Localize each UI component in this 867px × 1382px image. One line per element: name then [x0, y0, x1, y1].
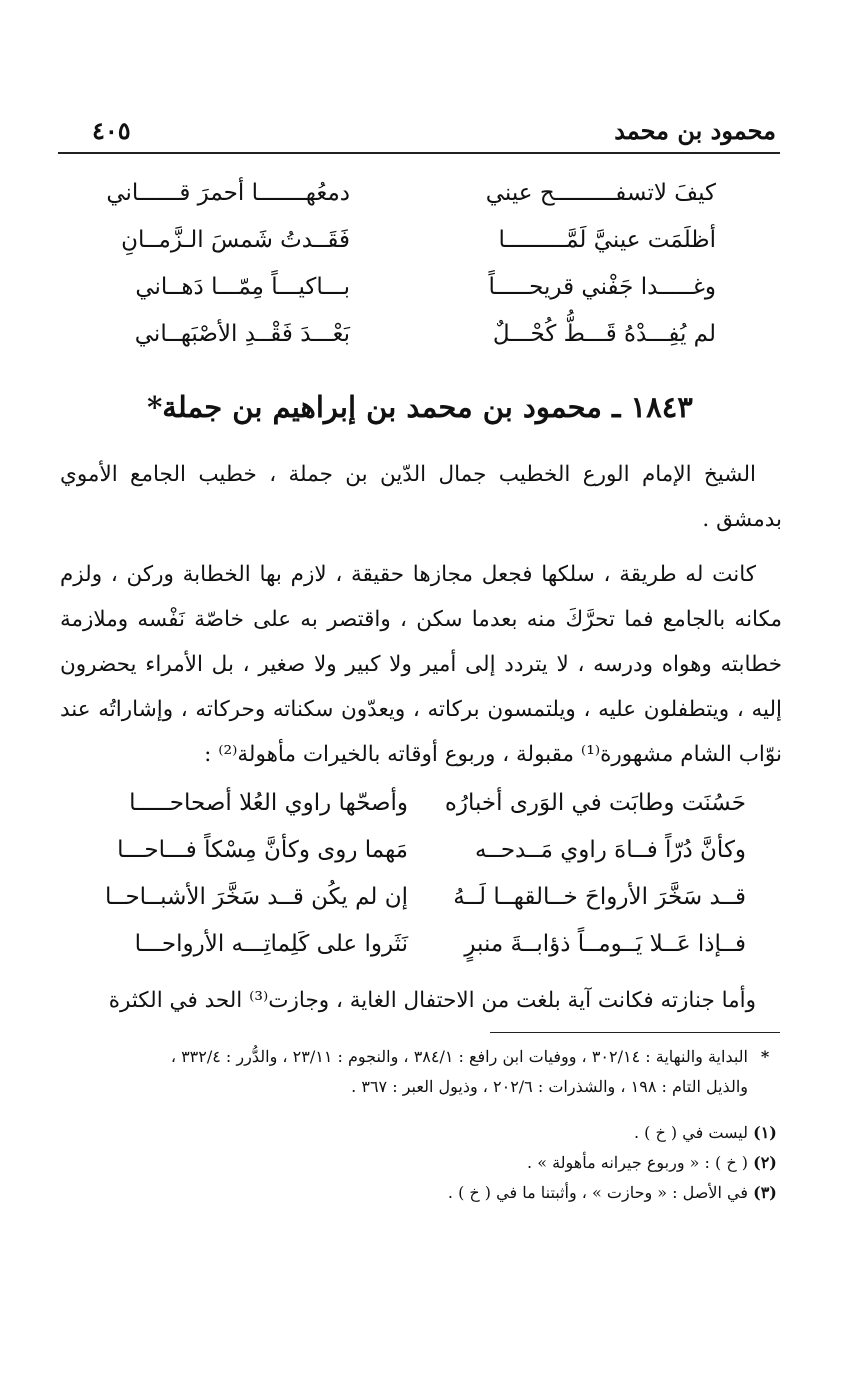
footnote-3 [60, 1178, 782, 1208]
page-number: ٤٠٥ [92, 116, 131, 145]
hemistich-right: وغـــــدا جَفْني قريحـــــاً [488, 274, 716, 300]
running-header [58, 112, 780, 154]
footnote-marker: (٢) [753, 1153, 777, 1172]
footnote-marker: (١) [753, 1123, 777, 1142]
hemistich-left: بـــاكيـــاً مِمّـــا دَهــاني [135, 274, 350, 300]
hemistich-left: بَعْـــدَ فَقْــدِ الأصْبَهــاني [134, 321, 350, 347]
hemistich-right: حَسُنَت وطابَت في الوَرى أخبارُه [444, 790, 746, 816]
poem-line [60, 884, 780, 931]
hemistich-left: مَهما روى وكأنَّ مِسْكاً فـــاحـــا [117, 837, 408, 863]
poem-line [60, 931, 780, 978]
hemistich-right: لم يُفِـــدْهُ قَـــطُّ كُحْـــلٌ [492, 321, 716, 347]
hemistich-right: أظلَمَت عينيَّ لَمَّـــــــــا [498, 227, 716, 253]
hemistich-right: كيفَ لاتسفـــــــــح عيني [485, 180, 716, 206]
footnote-text: ليست في ( خ ) . [634, 1123, 748, 1142]
footnote-marker: * [760, 1047, 770, 1066]
footnote-2 [60, 1148, 782, 1178]
poem-line [60, 837, 780, 884]
footnote-1 [60, 1118, 782, 1148]
hemistich-right: فــإذا عَــلا يَــومــاً ذؤابــةَ منبرٍ [464, 931, 746, 957]
footnote-text: في الأصل : « وحازت » ، وأثبتنا ما في ( خ ) . [447, 1183, 748, 1202]
poem-line [60, 180, 780, 227]
hemistich-left: فَقَــدتُ شَمسَ الـزَّمــانِ [121, 227, 350, 253]
hemistich-left: نَثَروا على كَلِماتِـــه الأرواحـــا [134, 931, 408, 957]
hemistich-right: وكأنَّ دُرّاً فــاهَ راوي مَــدحــه [475, 837, 746, 863]
paragraph-funeral: وأما جنازته فكانت آية بلغت من الاحتفال الغاية ، وجازت⁽³⁾ الحد في الكثرة [108, 988, 756, 1013]
header-title: محمود بن محمد [614, 116, 776, 145]
hemistich-left: إن لم يكُن قــد سَخَّرَ الأشبــاحــا [104, 884, 408, 910]
hemistich-right: قــد سَخَّرَ الأرواحَ خــالقهــا لَــهُ [453, 884, 746, 910]
footnote-text: ( خ ) : « وربوع جيرانه مأهولة » . [527, 1153, 748, 1172]
footnote-marker: (٣) [753, 1183, 777, 1202]
paragraph-intro: الشيخ الإمام الورع الخطيب جمال الدّين بن جملة ، خطيب الجامع الأموي بدمشق . [60, 462, 782, 532]
footnote-text-continued: والذيل التام : ١٩٨ ، والشذرات : ٢٠٢/٦ ، وذيول العبر : ٣٦٧ . [351, 1077, 748, 1096]
hemistich-left: وأصحّها راوي العُلا أصحاحـــــا [129, 790, 408, 816]
entry-title: ١٨٤٣ ـ محمود بن محمد بن إبراهيم بن جملة* [147, 390, 693, 424]
footnote-text: البداية والنهاية : ٣٠٢/١٤ ، ووفيات ابن رافع : ٣٨٤/١ ، والنجوم : ٢٣/١١ ، والدُّرر : ٣٣٢/٤ ، [170, 1047, 748, 1066]
poem-line [60, 790, 780, 837]
hemistich-left: دمعُهـــــــا أحمرَ قــــــاني [106, 180, 350, 206]
footnote-divider [490, 1032, 780, 1033]
paragraph-biography: كانت له طريقة ، سلكها فجعل مجازها حقيقة ، لازم بها الخطابة وركن ، ولزم مكانه بالجامع فما تحرَّكَ منه بعدما سكن ، واقتصر به على خاصّة نَفْسه وملازمة خطابته وهواه ودرسه ، لا يتردد إلى أمير ولا كبير ولا صغير ، بل الأمراء يحضرون إليه ، ويتطفلون عليه ، ويلتمسون بركاته ، ويعدّون سكناته وحركاته ، وإشاراتُه عند نوّاب الشام مشهورة⁽¹⁾ مقبولة ، وربوع أوقاته بالخيرات مأهولة⁽²⁾ : [60, 562, 782, 767]
poem-middle [60, 790, 780, 978]
poem-line [60, 227, 780, 274]
poem-line [60, 274, 780, 321]
poem-line [60, 321, 780, 368]
footnote-sources [60, 1042, 782, 1102]
poem-top [60, 180, 780, 368]
